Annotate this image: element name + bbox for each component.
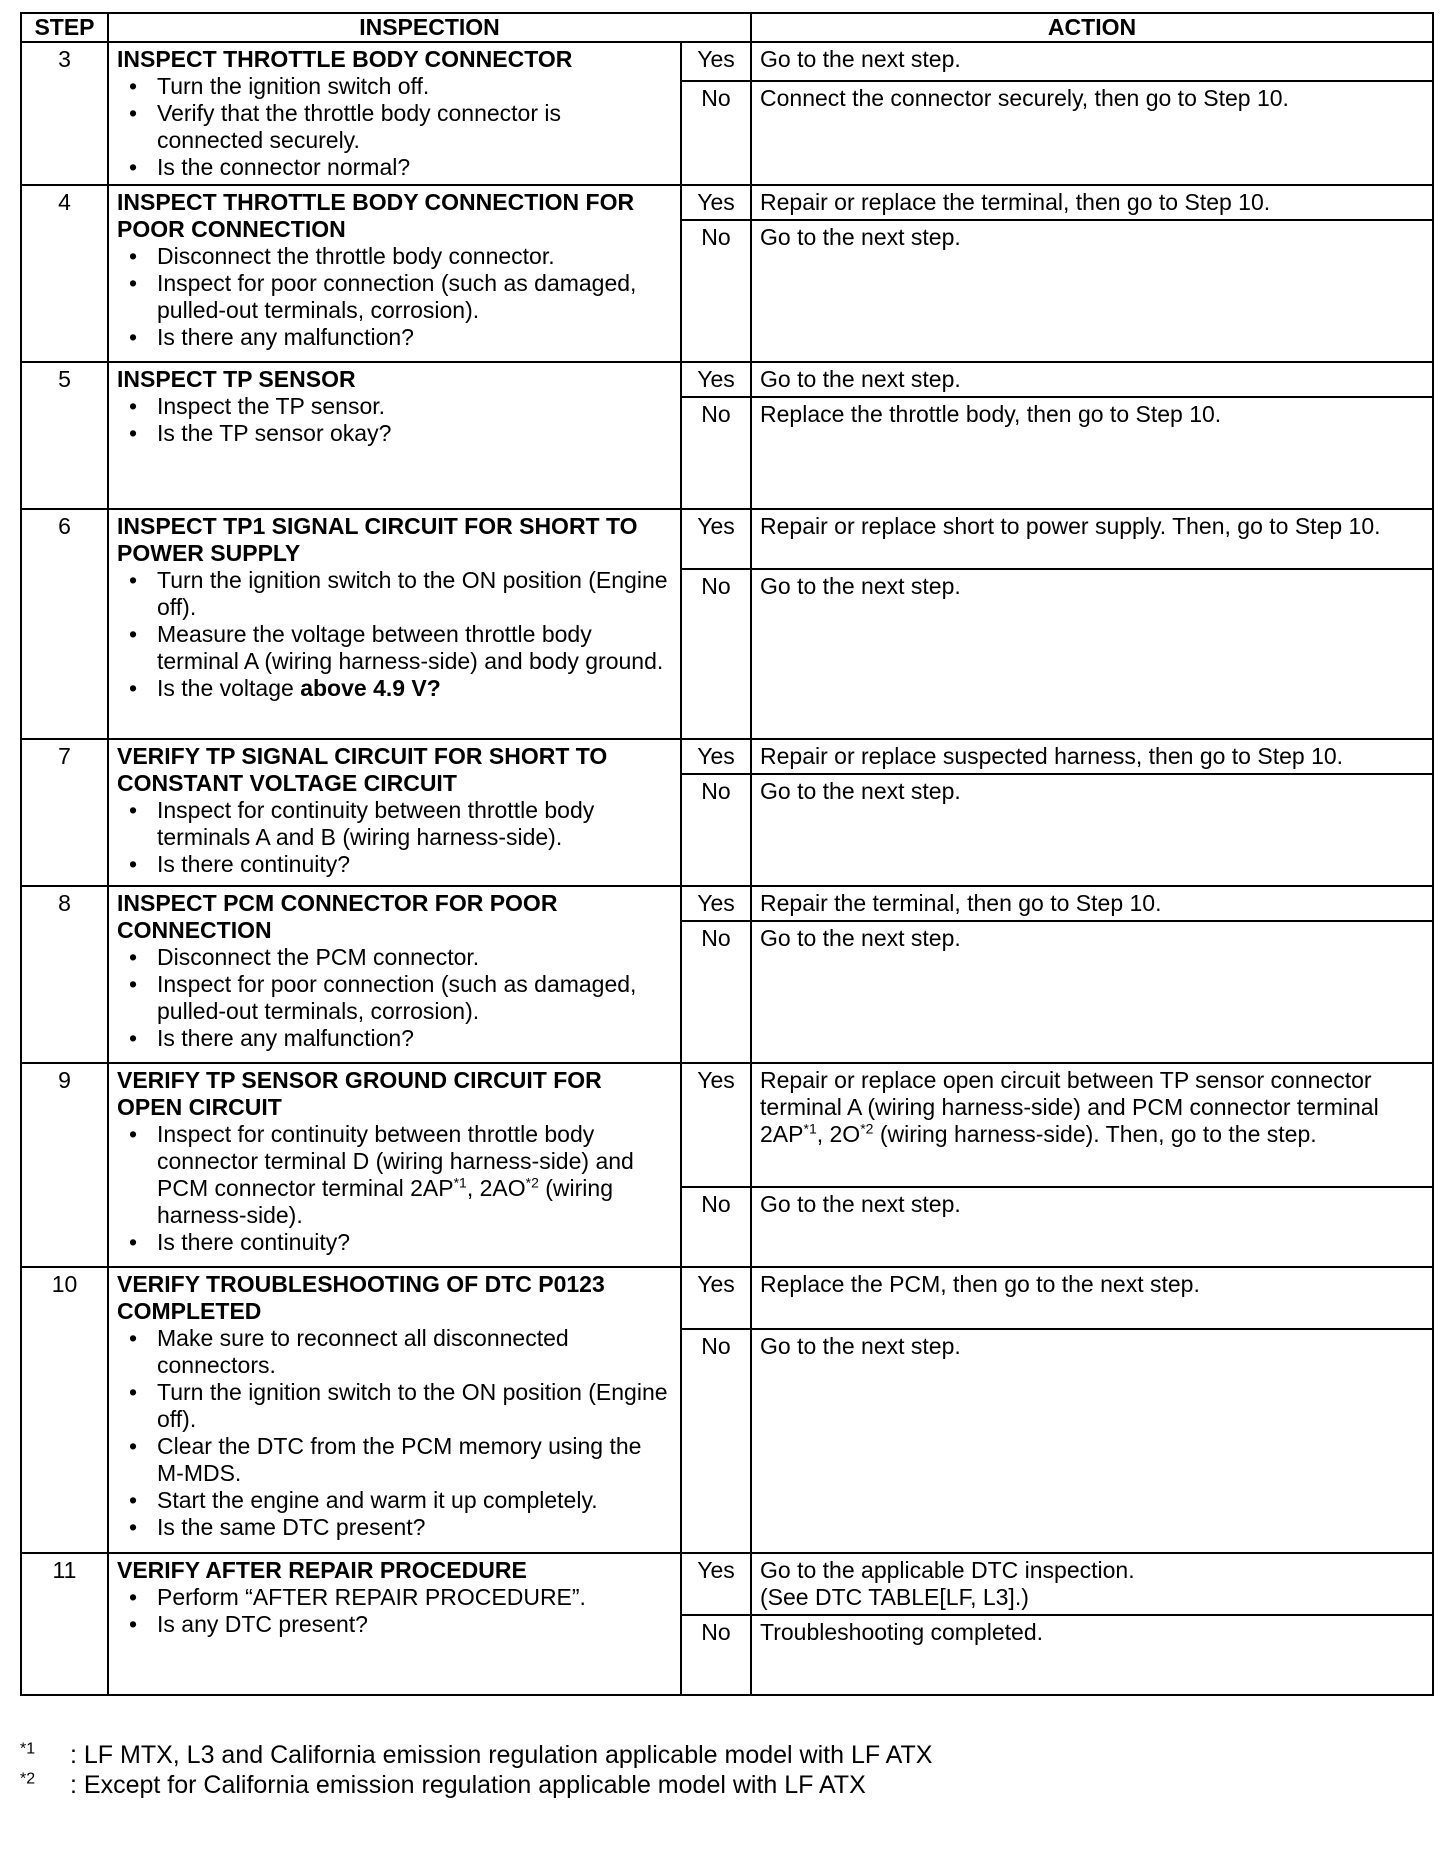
footnote <box>20 1770 932 1800</box>
troubleshooting-table <box>20 12 1434 1696</box>
yes-action: Repair the terminal, then go to Step 10. <box>751 886 1433 921</box>
action-text: Repair or replace open circuit between TP sensor connector terminal A (wiring harness-side) and PCM connector terminal 2AP <box>760 1067 1379 1147</box>
step-number: 4 <box>21 185 108 362</box>
inspection-bullet: • Clear the DTC from the PCM memory using the M-MDS. <box>157 1433 672 1487</box>
inspection-bullet <box>157 1121 672 1229</box>
yes-label: Yes <box>681 1063 751 1187</box>
yes-label: Yes <box>681 185 751 220</box>
inspection-bullet: • Is there continuity? <box>157 1229 672 1256</box>
inspection-bullet: • Perform “AFTER REPAIR PROCEDURE”. <box>157 1584 672 1611</box>
step-number: 3 <box>21 42 108 185</box>
action-line: Go to the applicable DTC inspection. <box>760 1557 1135 1583</box>
no-label: No <box>681 1187 751 1267</box>
inspection-cell <box>108 42 681 185</box>
yes-label: Yes <box>681 1267 751 1329</box>
inspection-bullet: • Is the connector normal? <box>157 154 672 181</box>
no-action: Go to the next step. <box>751 774 1433 886</box>
inspection-bullet: • Is there continuity? <box>157 851 672 878</box>
action-line: (See DTC TABLE[LF, L3].) <box>760 1584 1029 1610</box>
header-inspection: INSPECTION <box>108 13 751 42</box>
inspection-bullet: • Is there any malfunction? <box>157 324 672 351</box>
inspection-bullet: • Inspect for continuity between throttle body terminals A and B (wiring harness-side). <box>157 797 672 851</box>
inspection-title: INSPECT THROTTLE BODY CONNECTOR <box>117 46 573 72</box>
inspection-bullet: • Turn the ignition switch off. <box>157 73 672 100</box>
no-label: No <box>681 1329 751 1553</box>
step-4-yes-row <box>21 185 1433 220</box>
yes-action: Repair or replace short to power supply. Then, go to Step 10. <box>751 509 1433 569</box>
step-number: 9 <box>21 1063 108 1267</box>
inspection-cell <box>108 1063 681 1267</box>
header-row <box>21 13 1433 42</box>
step-3-yes-row <box>21 42 1433 81</box>
inspection-bullet: • Measure the voltage between throttle body terminal A (wiring harness-side) and body ground. <box>157 621 672 675</box>
inspection-bullet: • Disconnect the throttle body connector. <box>157 243 672 270</box>
bullet-text: Inspect for continuity between throttle body connector terminal D (wiring harness-side) and PCM connector terminal 2AP <box>157 1121 634 1201</box>
no-label: No <box>681 774 751 886</box>
yes-action: Replace the PCM, then go to the next step. <box>751 1267 1433 1329</box>
step-number: 7 <box>21 739 108 886</box>
footnote-ref-2: *2 <box>860 1120 874 1137</box>
no-action: Go to the next step. <box>751 569 1433 739</box>
step-11-yes-row <box>21 1553 1433 1615</box>
yes-action: Go to the next step. <box>751 362 1433 397</box>
no-label: No <box>681 81 751 185</box>
step-7-yes-row <box>21 739 1433 774</box>
yes-action <box>751 1063 1433 1187</box>
step-6-yes-row <box>21 509 1433 569</box>
no-label: No <box>681 220 751 362</box>
step-number: 6 <box>21 509 108 739</box>
step-8-yes-row <box>21 886 1433 921</box>
bullet-text: Is the voltage <box>157 675 301 701</box>
inspection-bullet: • Turn the ignition switch to the ON position (Engine off). <box>157 1379 672 1433</box>
action-text: , 2O <box>816 1121 861 1147</box>
yes-action: Repair or replace the terminal, then go to Step 10. <box>751 185 1433 220</box>
inspection-cell <box>108 185 681 362</box>
inspection-title: INSPECT THROTTLE BODY CONNECTION FOR POOR CONNECTION <box>117 189 635 242</box>
inspection-bullet: • Turn the ignition switch to the ON position (Engine off). <box>157 567 672 621</box>
voltage-threshold: above 4.9 V? <box>300 675 441 701</box>
footnote-ref-2: *2 <box>525 1174 539 1191</box>
yes-label: Yes <box>681 509 751 569</box>
footnote-mark: *2 <box>20 1770 36 1788</box>
footnote-mark: *1 <box>20 1740 36 1758</box>
inspection-bullet: • Is the same DTC present? <box>157 1514 672 1541</box>
step-number: 5 <box>21 362 108 509</box>
header-step: STEP <box>21 13 108 42</box>
inspection-title: VERIFY TP SENSOR GROUND CIRCUIT FOR OPEN CIRCUIT <box>117 1067 602 1120</box>
yes-label: Yes <box>681 42 751 81</box>
inspection-cell <box>108 886 681 1063</box>
no-label: No <box>681 569 751 739</box>
no-action: Troubleshooting completed. <box>751 1615 1433 1695</box>
inspection-cell <box>108 739 681 886</box>
footnote-ref-1: *1 <box>803 1120 817 1137</box>
inspection-bullet: • Is any DTC present? <box>157 1611 672 1638</box>
inspection-bullet: • Start the engine and warm it up completely. <box>157 1487 672 1514</box>
yes-label: Yes <box>681 1553 751 1615</box>
no-action: Go to the next step. <box>751 1329 1433 1553</box>
yes-label: Yes <box>681 739 751 774</box>
inspection-title: INSPECT TP1 SIGNAL CIRCUIT FOR SHORT TO POWER SUPPLY <box>117 513 638 566</box>
action-text: (wiring harness-side). Then, go to the step. <box>873 1121 1317 1147</box>
yes-action: Repair or replace suspected harness, then go to Step 10. <box>751 739 1433 774</box>
yes-action: Go to the next step. <box>751 42 1433 81</box>
footnote-ref-1: *1 <box>453 1174 467 1191</box>
inspection-bullet: • Disconnect the PCM connector. <box>157 944 672 971</box>
inspection-title: INSPECT TP SENSOR <box>117 366 356 392</box>
inspection-bullet: • Inspect for poor connection (such as damaged, pulled-out terminals, corrosion). <box>157 270 672 324</box>
inspection-bullet: • Inspect the TP sensor. <box>157 393 672 420</box>
footnote-text: : LF MTX, L3 and California emission regulation applicable model with LF ATX <box>70 1741 933 1769</box>
inspection-title: VERIFY TP SIGNAL CIRCUIT FOR SHORT TO CONSTANT VOLTAGE CIRCUIT <box>117 743 608 796</box>
inspection-bullet <box>157 675 672 702</box>
footnote <box>20 1740 932 1770</box>
inspection-title: VERIFY TROUBLESHOOTING OF DTC P0123 COMPLETED <box>117 1271 605 1324</box>
step-9-yes-row <box>21 1063 1433 1187</box>
step-number: 11 <box>21 1553 108 1695</box>
bullet-text: (wiring harness-side). <box>157 1175 613 1228</box>
inspection-cell <box>108 1553 681 1695</box>
step-10-yes-row <box>21 1267 1433 1329</box>
inspection-bullet: • Is the TP sensor okay? <box>157 420 672 447</box>
step-5-yes-row <box>21 362 1433 397</box>
inspection-cell <box>108 362 681 509</box>
yes-label: Yes <box>681 362 751 397</box>
inspection-cell <box>108 1267 681 1553</box>
no-action: Replace the throttle body, then go to Step 10. <box>751 397 1433 509</box>
no-action: Go to the next step. <box>751 1187 1433 1267</box>
step-number: 10 <box>21 1267 108 1553</box>
no-action: Go to the next step. <box>751 921 1433 1063</box>
no-action: Connect the connector securely, then go to Step 10. <box>751 81 1433 185</box>
header-action: ACTION <box>751 13 1433 42</box>
yes-label: Yes <box>681 886 751 921</box>
footnote-text: : Except for California emission regulation applicable model with LF ATX <box>70 1771 866 1799</box>
no-label: No <box>681 921 751 1063</box>
inspection-title: INSPECT PCM CONNECTOR FOR POOR CONNECTION <box>117 890 558 943</box>
inspection-title: VERIFY AFTER REPAIR PROCEDURE <box>117 1557 527 1583</box>
step-number: 8 <box>21 886 108 1063</box>
inspection-cell <box>108 509 681 739</box>
no-action: Go to the next step. <box>751 220 1433 362</box>
inspection-bullet: • Inspect for poor connection (such as damaged, pulled-out terminals, corrosion). <box>157 971 672 1025</box>
footnotes <box>20 1740 932 1800</box>
no-label: No <box>681 1615 751 1695</box>
no-label: No <box>681 397 751 509</box>
bullet-text: , 2AO <box>466 1175 526 1201</box>
inspection-bullet: • Is there any malfunction? <box>157 1025 672 1052</box>
inspection-bullet: • Verify that the throttle body connector is connected securely. <box>157 100 672 154</box>
yes-action <box>751 1553 1433 1615</box>
inspection-bullet: • Make sure to reconnect all disconnected connectors. <box>157 1325 672 1379</box>
